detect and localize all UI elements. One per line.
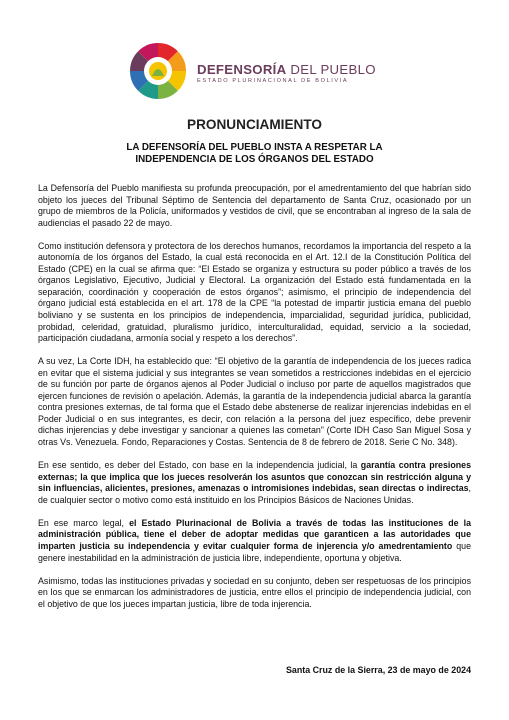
place-and-date: Santa Cruz de la Sierra, 23 de mayo de 2024: [286, 665, 471, 675]
paragraph-4-bold: garantía contra presiones externas; la que implica que los jueces resolverán los asuntos que conozcan sin restricción alguna y sin influencias, alicientes, presiones, amenazas o intromisiones indebidas, sean directas o indirectas: [38, 460, 471, 494]
paragraph-5: [38, 518, 471, 564]
paragraph-3: A su vez, La Corte IDH, ha establecido que: “El objetivo de la garantía de independencia de los jueces radica en evitar que el sistema judicial y sus integrantes se vean sometidos a restricciones indebidas en el ejercicio de su función por parte de órganos ajenos al Poder Judicial o incluso por parte de aquellos magistrados que ejercen funciones de revisión o apelación. Además, la garantía de la independencia judicial abarca la garantía contra presiones externas, de tal forma que el Estado debe abstenerse de realizar injerencias indebidas en el Poder Judicial o en sus integrantes, es decir, con relación a la persona del juez específico, debe prevenir dichas injerencias y debe investigar y sancionar a quienes las cometan” (Corte IDH Caso San Miguel Sosa y otras Vs. Venezuela. Fondo, Reparaciones y Costas. Sentencia de 8 de febrero de 2018. Serie C No. 348).: [38, 356, 471, 448]
defensoria-emblem-icon: [127, 40, 189, 102]
document-type-title: PRONUNCIAMIENTO: [187, 117, 322, 132]
paragraph-6: Asimismo, todas las instituciones privadas y sociedad en su conjunto, deben ser respetuosas de los principios en los que se enmarcan los administradores de justicia, entre ellos el principio de independencia judicial, con el objetivo de que los jueces impartan justicia, libre de toda injerencia.: [38, 575, 471, 609]
org-name-bold: DEFENSORÍA: [197, 62, 287, 77]
paragraph-4-tail: , de cualquier sector o motivo como está instituido en los Principios Básicos de Naciones Unidas.: [38, 483, 471, 505]
document-headline: [60, 142, 449, 167]
org-subtitle: ESTADO PLURINACIONAL DE BOLIVIA: [197, 78, 349, 84]
institution-logo: [127, 40, 387, 106]
paragraph-5-tail: que genere inestabilidad en la administración de justicia libre, independiente, oportuna y objetiva.: [38, 540, 471, 563]
document-body: [38, 183, 471, 622]
headline-line-2: INDEPENDENCIA DE LOS ÓRGANOS DEL ESTADO: [135, 154, 374, 166]
paragraph-5-bold: el Estado Plurinacional de Bolivia a través de todas las instituciones de la administración pública, tiene el deber de adoptar medidas que garanticen a las autoridades que imparten justicia su independencia y evitar cualquier forma de injerencia y/o amedrentamiento: [38, 517, 471, 551]
org-name-rest: DEL PUEBLO: [286, 62, 376, 77]
paragraph-5-lead: En ese marco legal,: [38, 517, 130, 528]
paragraph-1: La Defensoría del Pueblo manifiesta su profunda preocupación, por el amedrentamiento del que habrían sido objeto los jueces del Tribunal Séptimo de Sentencia del departamento de Santa Cruz, ocasionado por un grupo de miembros de la Policía, uniformados y vestidos de civil, que se encontraban al ingreso de la sala de audiencias el pasado 22 de mayo.: [38, 183, 471, 228]
headline-line-1: LA DEFENSORÍA DEL PUEBLO INSTA A RESPETAR LA: [126, 142, 383, 153]
paragraph-4: [38, 460, 471, 506]
logo-wordmark: [197, 62, 376, 84]
paragraph-4-lead: En ese sentido, es deber del Estado, con base en la independencia judicial, la: [38, 460, 361, 471]
paragraph-2: Como institución defensora y protectora de los derechos humanos, recordamos la importancia del respeto a la autonomía de los órganos del Estado, la cual está reconocida en el Art. 12.I de la Constitución Política del Estado (CPE) en la cual se afirma que: “El Estado se organiza y estructura su poder público a través de los órganos Legislativo, Ejecutivo, Judicial y Electoral. La organización del Estado está fundamentada en la separación, coordinación y cooperación de estos órganos”; asimismo, el principio de independencia del órgano judicial está establecida en el art. 178 de la CPE “la potestad de impartir justicia emana del pueblo boliviano y se sustenta en los principios de independencia, imparcialidad, seguridad jurídica, publicidad, probidad, celeridad, gratuidad, pluralismo jurídico, interculturalidad, equidad, servicio a la sociedad, participación ciudadana, armonía social y respeto a los derechos”.: [38, 240, 471, 344]
org-name: [197, 62, 376, 77]
